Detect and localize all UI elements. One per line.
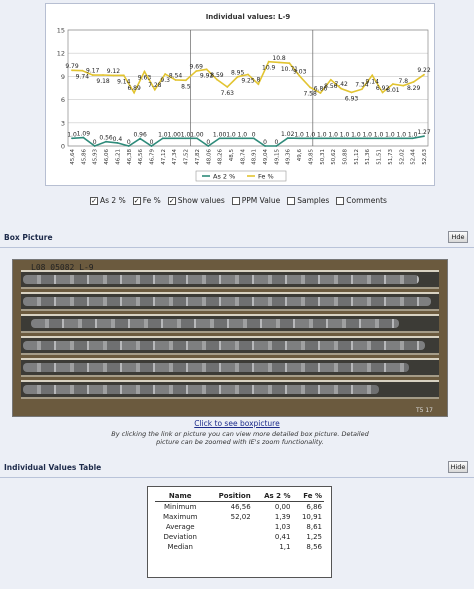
data-label: 9.79	[65, 62, 79, 70]
data-label: 1.0	[67, 131, 77, 139]
photo-label: L08 05082 L-9	[31, 263, 94, 272]
data-point	[289, 62, 291, 64]
data-label: 1.0	[396, 131, 407, 139]
core-sample	[23, 363, 409, 372]
data-label: 8.95	[230, 69, 245, 77]
data-label: 1.0	[407, 131, 418, 139]
data-label: 0.56	[99, 134, 113, 142]
data-label: 1.00	[212, 131, 227, 139]
x-tick-label: 50,88	[342, 149, 349, 165]
checkbox-label: Fe %	[142, 196, 161, 205]
data-label: 10.71	[280, 66, 299, 74]
core-box-photo[interactable]	[12, 259, 448, 417]
data-label: 1.0	[373, 131, 384, 139]
data-label: 6.86	[313, 85, 328, 93]
table-header-row	[155, 491, 324, 502]
data-label: 9.12	[106, 67, 121, 75]
data-label: 1.00	[190, 131, 204, 139]
data-label: 7.58	[303, 90, 317, 98]
legend-label: Fe %	[258, 172, 274, 181]
checkbox-show-values[interactable]	[168, 196, 225, 205]
core-sample	[31, 319, 399, 328]
data-label: 8.54	[168, 72, 183, 80]
data-label: 0	[92, 139, 97, 146]
data-label: 0	[126, 139, 131, 146]
x-tick-label: 51,12	[353, 149, 360, 165]
data-point	[413, 81, 415, 83]
x-tick-label: 52,02	[399, 149, 406, 165]
hide-values-table-button[interactable]: Hide	[448, 461, 468, 473]
x-tick-label: 49,15	[274, 149, 281, 165]
series-toggles	[90, 196, 387, 205]
checkbox-fe[interactable]	[133, 196, 161, 205]
x-tick-label: 51,36	[365, 149, 372, 165]
y-tick-label: 6	[60, 96, 65, 105]
chart-title: Individual values: L-9	[205, 13, 291, 21]
x-tick-label: 49,36	[285, 149, 292, 165]
cell: 10,91	[301, 513, 322, 521]
data-label: 0.96	[133, 131, 147, 139]
data-label: 0	[206, 139, 211, 146]
data-label: 1.00	[167, 131, 181, 139]
data-label: 7.28	[148, 82, 162, 90]
data-label: 7.42	[334, 81, 348, 89]
cell: 52,02	[230, 513, 251, 521]
x-tick-label: 48,26	[217, 149, 224, 165]
photo-label-secondary: T5 17	[415, 407, 433, 414]
x-tick-label: 46,38	[126, 149, 133, 165]
header-position: Position	[218, 492, 251, 500]
cell: Median	[167, 543, 193, 551]
header-as: As 2 %	[264, 492, 291, 500]
x-tick-label: 48,06	[206, 149, 213, 165]
cell: Deviation	[163, 533, 197, 541]
checkbox-as[interactable]	[90, 196, 126, 205]
table-row	[155, 542, 324, 552]
cell: Average	[165, 523, 195, 531]
data-label: 8.56	[324, 82, 338, 90]
data-label: 1.09	[76, 130, 91, 138]
values-table-title: Individual Values Table	[4, 463, 102, 472]
data-label: 8.59	[210, 72, 224, 80]
table-row	[155, 532, 324, 542]
data-label: 0	[263, 139, 267, 146]
cell: 1,39	[274, 513, 291, 521]
x-tick-label: 49,6	[297, 149, 304, 162]
table-row	[155, 512, 324, 522]
data-label: 6.92	[375, 84, 390, 92]
cell	[205, 532, 252, 542]
data-label: 7.34	[355, 81, 369, 89]
data-label: 8.5	[181, 83, 191, 91]
x-tick-label: 47,52	[183, 149, 190, 165]
hide-box-picture-button[interactable]: Hde	[448, 231, 468, 243]
data-label: 10.9	[262, 64, 276, 72]
y-tick-label: 15	[56, 26, 65, 35]
y-tick-label: 12	[56, 49, 65, 58]
plot-frame	[68, 30, 428, 146]
cell: 8,61	[306, 523, 322, 531]
data-label: 0	[149, 139, 154, 146]
checkbox-box[interactable]	[336, 197, 344, 205]
cell: Minimum	[164, 503, 197, 511]
cell: 0,41	[274, 533, 291, 541]
x-tick-label: 45,86	[81, 149, 88, 165]
cell: 1,1	[279, 543, 291, 551]
checkbox-box[interactable]: ✓	[91, 196, 97, 205]
data-point	[185, 79, 187, 81]
x-tick-label: 50,31	[319, 149, 326, 165]
data-point	[206, 68, 208, 70]
core-sample	[23, 385, 379, 394]
cell: 1,25	[306, 533, 322, 541]
x-tick-label: 47,12	[160, 149, 167, 165]
data-label: 6.89	[127, 85, 141, 93]
data-point	[309, 86, 311, 88]
data-label: 9.18	[96, 78, 110, 86]
data-label: 0	[274, 139, 279, 146]
data-point	[123, 74, 125, 76]
data-label: 8.01	[386, 87, 400, 95]
x-tick-label: 50,62	[331, 149, 338, 165]
data-label: 9.3	[160, 77, 170, 85]
data-label: 1.02	[281, 131, 295, 139]
core-tray	[21, 336, 439, 355]
core-sample	[23, 275, 419, 284]
x-tick-label: 46,06	[104, 149, 111, 165]
x-tick-label: 49,85	[308, 149, 315, 165]
core-tray	[21, 380, 439, 399]
cell	[205, 522, 252, 532]
checkbox-label: Show values	[177, 196, 225, 205]
x-tick-label: 46,79	[149, 149, 156, 165]
checkbox-comments[interactable]	[336, 196, 387, 205]
data-label: 1.0	[158, 131, 168, 139]
checkbox-box[interactable]	[287, 197, 295, 205]
cell: 8,56	[306, 543, 322, 551]
x-tick-label: 52,63	[422, 149, 428, 165]
data-label: 0	[251, 131, 256, 139]
legend-label: As 2 %	[213, 172, 236, 181]
cell: 6,86	[306, 503, 322, 511]
line-chart	[46, 4, 436, 187]
data-point	[330, 79, 332, 81]
data-point	[247, 74, 249, 76]
data-label: 1.0	[294, 131, 304, 139]
data-label: 6.93	[344, 95, 359, 103]
checkbox-box[interactable]: ✓	[168, 196, 175, 205]
x-tick-label: 48,74	[240, 149, 247, 165]
cell: Maximum	[162, 513, 198, 521]
data-point	[102, 74, 104, 76]
core-sample	[23, 297, 431, 306]
y-tick-label: 9	[60, 72, 65, 81]
data-label: 1.0	[226, 131, 236, 139]
table-row	[155, 502, 324, 513]
data-label: 9.92	[199, 72, 214, 80]
core-sample	[23, 341, 425, 350]
cell	[205, 542, 252, 552]
data-label: 1.27	[417, 129, 431, 137]
cell: 46,56	[230, 503, 251, 511]
x-tick-label: 48,5	[228, 149, 235, 162]
data-label: 9.22	[417, 67, 431, 75]
header-name: Name	[168, 492, 192, 500]
checkbox-ppm[interactable]	[232, 196, 281, 205]
x-tick-label: 48,91	[251, 149, 258, 165]
data-point	[371, 74, 373, 76]
x-tick-label: 51,51	[376, 149, 383, 165]
values-table	[147, 486, 332, 578]
x-tick-label: 51,73	[387, 149, 394, 165]
y-tick-label: 0	[60, 142, 65, 151]
x-tick-label: 52,44	[410, 149, 417, 165]
checkbox-label: As 2 %	[100, 196, 126, 205]
data-label: 1.0	[339, 131, 350, 139]
data-label: 1.0	[305, 131, 316, 139]
data-label: 9.14	[365, 78, 379, 86]
x-tick-label: 46,21	[115, 149, 122, 165]
x-tick-label: 45,64	[70, 149, 76, 165]
x-tick-label: 49,04	[263, 149, 270, 165]
core-tray	[21, 358, 439, 377]
data-label: 7.8	[398, 78, 409, 86]
data-label: 9.03	[293, 68, 307, 76]
data-label: 9.14	[117, 78, 131, 86]
data-label: 1.0	[385, 131, 395, 139]
header-fe: Fe %	[303, 492, 322, 500]
y-tick-label: 3	[60, 119, 65, 128]
x-tick-label: 46,56	[138, 149, 145, 165]
data-label: 8	[256, 76, 261, 84]
data-label: 9.17	[86, 67, 100, 75]
data-point	[351, 92, 353, 94]
stats-table	[155, 491, 324, 552]
core-tray	[21, 292, 439, 311]
data-label: 9.25	[241, 77, 255, 85]
data-label: 1.0	[317, 131, 327, 139]
checkbox-box[interactable]	[232, 197, 240, 205]
data-label: 1.0	[362, 131, 372, 139]
divider	[0, 477, 474, 478]
divider	[0, 247, 474, 248]
box-picture-description: By clicking the link or picture you can view more detailed box picture. Detailed picture can be zoomed with IE's zoom functionality.	[111, 430, 369, 446]
box-picture-title: Box Picture	[4, 233, 53, 242]
data-point	[164, 73, 166, 75]
checkbox-label: PPM Value	[241, 196, 281, 205]
data-label: 1.0	[351, 131, 361, 139]
see-boxpicture-link[interactable]: Click to see boxpicture	[194, 419, 280, 428]
data-point	[392, 83, 394, 85]
data-label: 9.69	[189, 63, 203, 71]
data-point	[268, 61, 270, 63]
checkbox-label: Samples	[297, 196, 330, 205]
core-tray	[21, 314, 439, 333]
data-label: 0.4	[112, 135, 123, 143]
data-label: 10.8	[272, 54, 286, 62]
data-point	[226, 86, 228, 88]
table-row	[155, 522, 324, 532]
data-label: 1.0	[180, 131, 191, 139]
data-label: 9.74	[75, 73, 90, 81]
core-tray	[21, 270, 439, 289]
x-tick-label: 45,93	[92, 149, 99, 165]
data-point	[144, 71, 146, 73]
cell: 0,00	[274, 503, 291, 511]
x-tick-label: 47,34	[172, 149, 179, 165]
data-label: 1.0	[328, 131, 338, 139]
chart-panel	[45, 3, 435, 186]
data-point	[81, 70, 83, 72]
checkbox-box[interactable]: ✓	[133, 196, 140, 205]
cell: 1,03	[274, 523, 291, 531]
data-label: 7.63	[220, 89, 234, 97]
data-label: 9.63	[137, 74, 152, 82]
checkbox-samples[interactable]	[287, 196, 329, 205]
data-label: 8.29	[406, 84, 421, 92]
x-tick-label: 47,82	[194, 149, 201, 165]
data-label: 1.0	[237, 131, 248, 139]
checkbox-label: Comments	[346, 196, 387, 205]
